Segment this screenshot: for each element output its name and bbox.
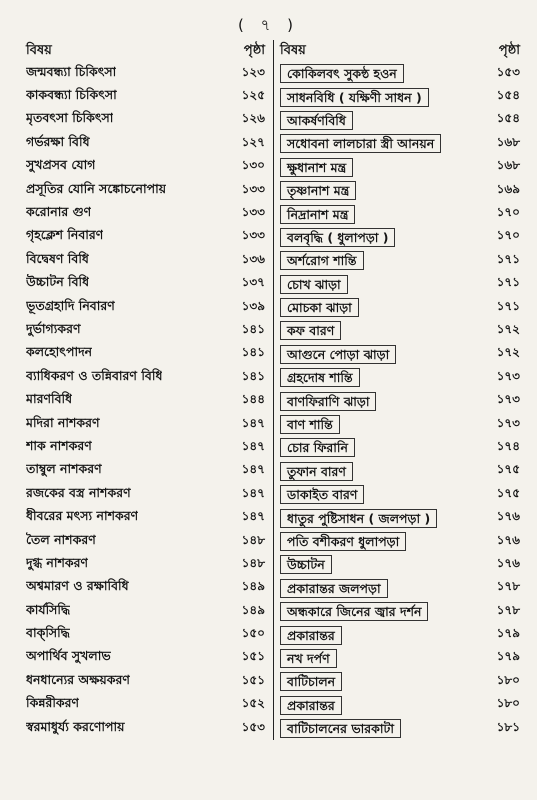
toc-entry-page: ১৭১ xyxy=(496,275,520,290)
toc-entry-page: ১৮০ xyxy=(496,672,520,687)
toc-entry-title: বাক্‌সিদ্ধি xyxy=(26,625,70,641)
toc-entry xyxy=(26,343,265,366)
toc-entry-title: চোখ ঝাড়া xyxy=(280,275,348,294)
toc-entry-page: ১৭৪ xyxy=(496,438,520,453)
toc-entry-title: তৃষ্ণানাশ মন্ত্র xyxy=(280,181,356,200)
toc-entry-page: ১৭৮ xyxy=(496,602,520,617)
toc-entry-title: মারণবিধি xyxy=(26,391,73,407)
toc-entry-title: তাম্বুল নাশকরণ xyxy=(26,461,102,477)
toc-entry-page: ১৪৯ xyxy=(241,602,265,617)
subject-heading: বিষয় xyxy=(26,43,52,58)
toc-entry-page: ১৩৩ xyxy=(241,228,265,243)
toc-entry-page: ১৬৮ xyxy=(496,134,520,149)
toc-entry-page: ১৪৭ xyxy=(241,438,265,453)
toc-entry-page: ১৫৩ xyxy=(496,64,520,79)
toc-entry xyxy=(26,249,265,272)
toc-entry xyxy=(26,179,265,202)
toc-entry-page: ১৭১ xyxy=(496,251,520,266)
toc-entry xyxy=(26,530,265,553)
toc-entry-page: ১২৭ xyxy=(241,134,265,149)
toc-entry-title: কার্যসিদ্ধি xyxy=(26,601,71,617)
toc-entry-title: ধাতুর পুষ্টিসাধন ( জলপড়া ) xyxy=(280,509,437,528)
toc-entry-page: ১৫৪ xyxy=(496,88,520,103)
toc-entry-page: ১৭৮ xyxy=(496,579,520,594)
toc-entry-page: ১৭৬ xyxy=(496,532,520,547)
toc-entry xyxy=(26,483,265,506)
toc-entry-page: ১৫১ xyxy=(241,649,265,664)
toc-entry xyxy=(26,600,265,623)
toc-entry-page: ১৭৯ xyxy=(496,626,520,641)
toc-left-column xyxy=(26,40,274,740)
toc-entry xyxy=(280,530,520,553)
toc-entry-page: ১৮১ xyxy=(496,719,520,734)
toc-entry-title: ডাকাইত বারণ xyxy=(280,485,364,504)
toc-entry-title: তৈল নাশকরণ xyxy=(26,531,96,547)
toc-entry xyxy=(280,577,520,600)
toc-entry-page: ১৭৫ xyxy=(496,462,520,477)
toc-entry-title: শাক নাশকরণ xyxy=(26,437,92,453)
toc-entry-title: মোচকা ঝাড়া xyxy=(280,298,359,317)
toc-entry xyxy=(280,600,520,623)
toc-entry-title: নিদ্রানাশ মন্ত্র xyxy=(280,205,355,224)
toc-entry xyxy=(280,506,520,529)
toc-entry-title: ব্যাধিকরণ ও তন্নিবারণ বিধি xyxy=(26,367,163,383)
toc-entry-page: ১৩৭ xyxy=(241,275,265,290)
toc-entry xyxy=(280,670,520,693)
toc-entry-title: উচ্চাটন বিধি xyxy=(26,274,90,290)
toc-entry-title: ধীবরের মৎস্য নাশকরণ xyxy=(26,508,139,524)
toc-entry xyxy=(280,132,520,155)
toc-entry-page: ১৩৩ xyxy=(241,181,265,196)
page-heading: পৃষ্ঠা xyxy=(243,43,265,58)
toc-entry xyxy=(26,670,265,693)
toc-entry-page: ১৭৩ xyxy=(496,368,520,383)
toc-entry xyxy=(26,460,265,483)
toc-entry-page: ১৭৯ xyxy=(496,649,520,664)
toc-entry-title: কাকবন্ধ্যা চিকিৎসা xyxy=(26,87,117,103)
table-of-contents xyxy=(26,40,520,740)
toc-entry-page: ১৭০ xyxy=(496,205,520,220)
toc-entry-title: বিদ্বেষণ বিধি xyxy=(26,250,89,266)
toc-entry-title: প্রকারান্তর জলপড়া xyxy=(280,579,388,598)
toc-entry-title: ভূতগ্রহাদি নিবারণ xyxy=(26,297,115,313)
toc-entry xyxy=(26,273,265,296)
toc-entry xyxy=(280,694,520,717)
toc-entry-page: ১৩০ xyxy=(241,158,265,173)
toc-entry xyxy=(26,296,265,319)
toc-entry-title: দুগ্ধ নাশকরণ xyxy=(26,554,89,570)
toc-entry-page: ১৪৪ xyxy=(241,392,265,407)
toc-entry-title: অশ্বমারণ ও রক্ষাবিধি xyxy=(26,578,129,594)
toc-entry xyxy=(280,85,520,108)
toc-entry-title: প্রসূতির যোনি সঙ্কোচনোপায় xyxy=(26,180,167,196)
toc-entry-title: ধনধান্যের অক্ষয়করণ xyxy=(26,671,130,687)
toc-entry-title: সুখপ্রসব যোগ xyxy=(26,157,96,173)
toc-entry-title: দুর্ভাগ্যকরণ xyxy=(26,320,81,336)
toc-entry-page: ১৪১ xyxy=(241,321,265,336)
toc-entry-title: কফ বারণ xyxy=(280,321,341,340)
toc-entry xyxy=(280,647,520,670)
toc-entry-title: অন্ধকারে জিনের জ্বার দর্শন xyxy=(280,602,428,621)
toc-entry-page: ১৪৭ xyxy=(241,509,265,524)
toc-entry xyxy=(26,553,265,576)
toc-entry-title: গ্রহদোষ শান্তি xyxy=(280,368,360,387)
toc-entry xyxy=(280,623,520,646)
toc-entry-title: আকর্ষণবিধি xyxy=(280,111,353,130)
toc-entry-page: ১৭১ xyxy=(496,298,520,313)
toc-entry-title: পতি বশীকরণ ধুলাপড়া xyxy=(280,532,406,551)
toc-entry-page: ১৫৩ xyxy=(241,719,265,734)
toc-entry-page: ১৪৮ xyxy=(241,532,265,547)
toc-entry xyxy=(26,577,265,600)
toc-left-header xyxy=(26,40,265,62)
toc-entry-page: ১২৫ xyxy=(241,88,265,103)
toc-right-header xyxy=(280,40,520,62)
toc-entry-page: ১৭২ xyxy=(496,345,520,360)
toc-entry xyxy=(26,436,265,459)
toc-entry-title: তুফান বারণ xyxy=(280,462,353,481)
toc-entry-page: ১৪৮ xyxy=(241,555,265,570)
toc-entry-title: বলবৃদ্ধি ( ধুলাপড়া ) xyxy=(280,228,395,247)
toc-left-rows xyxy=(26,62,265,740)
toc-entry-title: রজকের বস্ত্র নাশকরণ xyxy=(26,484,131,500)
toc-entry-page: ১৪১ xyxy=(241,345,265,360)
toc-entry-title: চোর ফিরানি xyxy=(280,438,355,457)
page-heading: পৃষ্ঠা xyxy=(498,43,520,58)
toc-entry-title: গৃহক্লেশ নিবারণ xyxy=(26,227,104,243)
toc-entry-page: ১৩৯ xyxy=(241,298,265,313)
toc-entry xyxy=(280,389,520,412)
toc-entry-title: সাধনবিধি ( যক্ষিণী সাধন ) xyxy=(280,88,429,107)
toc-entry-title: কলহোৎপাদন xyxy=(26,344,93,360)
toc-entry xyxy=(26,717,265,740)
toc-entry xyxy=(280,319,520,342)
page-number: ( ৭ ) xyxy=(238,16,299,34)
toc-entry-title: অর্শরোগ শান্তি xyxy=(280,251,364,270)
toc-entry-title: নখ দর্পণ xyxy=(280,649,337,668)
toc-entry-title: জন্মবন্ধ্যা চিকিৎসা xyxy=(26,63,117,79)
toc-entry-title: সধোবনা লালচারা স্ত্রী আনয়ন xyxy=(280,134,441,153)
toc-entry-page: ১২৩ xyxy=(241,64,265,79)
toc-entry xyxy=(280,179,520,202)
toc-entry xyxy=(26,413,265,436)
toc-entry xyxy=(26,694,265,717)
toc-entry-title: আগুনে পোড়া ঝাড়া xyxy=(280,345,396,364)
toc-entry xyxy=(26,647,265,670)
toc-entry-title: প্রকারান্তর xyxy=(280,696,342,715)
toc-entry-title: বাটিচালন xyxy=(280,672,342,691)
toc-entry xyxy=(26,623,265,646)
toc-entry-page: ১৪৭ xyxy=(241,485,265,500)
toc-entry-title: বাণফিরাণি ঝাড়া xyxy=(280,392,376,411)
toc-entry-title: উচ্চাটন xyxy=(280,555,332,574)
toc-entry-title: বাটিচালনের ভারকাটা xyxy=(280,719,401,738)
toc-entry-page: ১৪৭ xyxy=(241,462,265,477)
toc-entry-title: গর্ভরক্ষা বিধি xyxy=(26,133,90,149)
toc-entry xyxy=(280,413,520,436)
toc-entry xyxy=(26,506,265,529)
toc-entry-page: ১৩৬ xyxy=(241,251,265,266)
toc-entry xyxy=(26,85,265,108)
toc-entry-page: ১৭৬ xyxy=(496,555,520,570)
toc-entry xyxy=(26,62,265,85)
toc-entry-page: ১৪৯ xyxy=(241,579,265,594)
toc-entry xyxy=(26,226,265,249)
toc-entry xyxy=(280,156,520,179)
toc-entry xyxy=(280,249,520,272)
toc-entry-title: মৃতবৎসা চিকিৎসা xyxy=(26,110,114,126)
toc-entry xyxy=(26,132,265,155)
toc-entry xyxy=(280,343,520,366)
toc-entry xyxy=(26,202,265,225)
toc-entry xyxy=(280,436,520,459)
toc-entry-page: ১৭৫ xyxy=(496,485,520,500)
toc-entry-page: ১৮০ xyxy=(496,696,520,711)
toc-entry-page: ১৭৩ xyxy=(496,415,520,430)
toc-entry-page: ১৬৯ xyxy=(496,181,520,196)
toc-entry-page: ১৪৭ xyxy=(241,415,265,430)
toc-entry xyxy=(26,319,265,342)
toc-entry-page: ১২৬ xyxy=(241,111,265,126)
toc-entry xyxy=(280,553,520,576)
toc-entry-page: ১৪১ xyxy=(241,368,265,383)
toc-entry-page: ১৩৩ xyxy=(241,205,265,220)
toc-entry-page: ১৭০ xyxy=(496,228,520,243)
toc-entry xyxy=(26,109,265,132)
toc-entry-page: ১৫২ xyxy=(241,696,265,711)
toc-entry xyxy=(26,156,265,179)
toc-entry xyxy=(280,296,520,319)
toc-entry-title: স্বরমাধুর্য্য করণোপায় xyxy=(26,718,125,734)
toc-entry-title: করোনার গুণ xyxy=(26,204,92,220)
toc-entry-page: ১৭৩ xyxy=(496,392,520,407)
toc-entry-title: ক্ষুধানাশ মন্ত্র xyxy=(280,158,353,177)
toc-right-column xyxy=(274,40,520,740)
toc-entry-title: কোকিলবৎ সুকন্ঠ হওন xyxy=(280,64,404,83)
toc-entry xyxy=(280,717,520,740)
toc-entry-page: ১৭৬ xyxy=(496,509,520,524)
toc-entry xyxy=(280,202,520,225)
toc-entry xyxy=(280,226,520,249)
toc-entry xyxy=(280,460,520,483)
toc-entry xyxy=(280,366,520,389)
toc-entry-title: বাণ শান্তি xyxy=(280,415,340,434)
toc-entry-page: ১৫০ xyxy=(241,626,265,641)
toc-entry-page: ১৫১ xyxy=(241,672,265,687)
toc-entry xyxy=(280,109,520,132)
toc-entry-page: ১৭২ xyxy=(496,321,520,336)
subject-heading: বিষয় xyxy=(280,43,306,58)
toc-entry-title: কিন্নরীকরণ xyxy=(26,695,80,711)
toc-entry-title: প্রকারান্তর xyxy=(280,626,342,645)
toc-entry-page: ১৬৮ xyxy=(496,158,520,173)
toc-right-rows xyxy=(280,62,520,740)
toc-entry xyxy=(280,273,520,296)
toc-entry-page: ১৫৪ xyxy=(496,111,520,126)
toc-entry-title: মদিরা নাশকরণ xyxy=(26,414,100,430)
toc-entry xyxy=(280,62,520,85)
toc-entry xyxy=(280,483,520,506)
toc-entry xyxy=(26,366,265,389)
toc-entry-title: অপার্থিব সুখলাভ xyxy=(26,648,111,664)
toc-entry xyxy=(26,389,265,412)
